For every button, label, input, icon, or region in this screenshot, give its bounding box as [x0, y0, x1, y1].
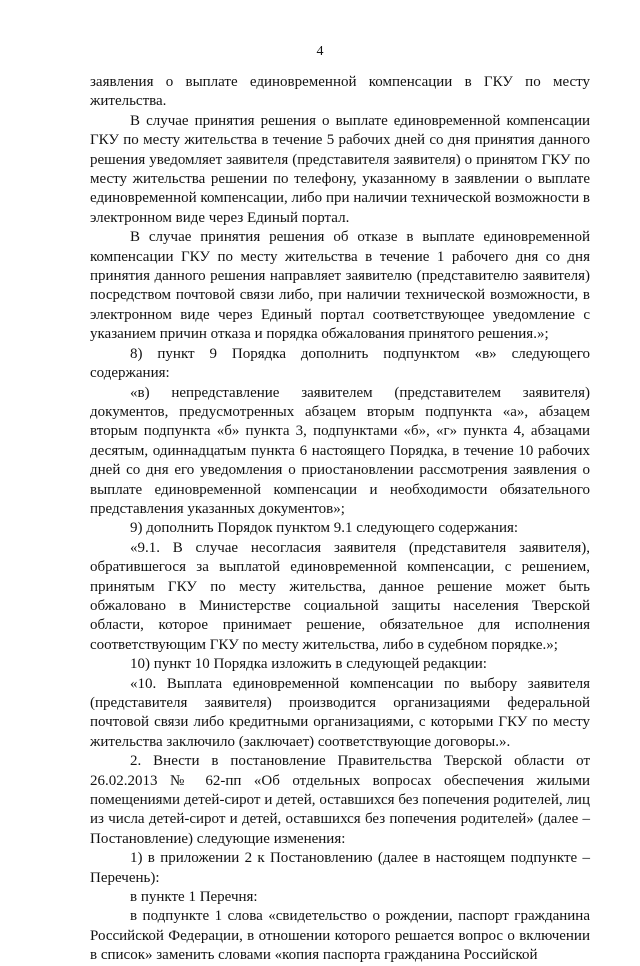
paragraph-6: 9) дополнить Порядок пунктом 9.1 следующего содержания: [130, 520, 519, 537]
paragraph-3: В случае принятия решения об отказе в выплате единовременной компенсации ГКУ по месту жительства в течение 1 рабочего дня со дня принятия данного решения направляет заявителю (представителю заявителя) посредством почтовой связи либо, при наличии технической возможности, в электронном виде через Единый портал соответствующее уведомление с указанием причин отказа и порядка обжалования принятого решения.»; [90, 229, 590, 343]
paragraph-1: заявления о выплате единовременной компенсации в ГКУ по месту жительства. [90, 74, 590, 110]
paragraph-4: 8) пункт 9 Порядка дополнить подпунктом «в» следующего содержания: [90, 345, 590, 382]
document-body [90, 73, 590, 966]
paragraph-12: в пункте 1 Перечня: [130, 889, 258, 906]
paragraph-7: «9.1. В случае несогласия заявителя (представителя заявителя), обратившегося за выплатой единовременной компенсации, с решением, принятым ГКУ по месту жительства, данное решение может быть обжаловано в Министерстве социальной защиты населения Тверской области, которое принимает решение, обязательное для исполнения соответствующим ГКУ по месту жительства, либо в судебном порядке.»; [90, 539, 590, 653]
paragraph-5: «в) непредставление заявителем (представителем заявителя) документов, предусмотренных абзацем вторым подпункта «а», абзацем вторым подпункта «б» пункта 3, подпунктами «б», «г» пункта 4, абзацами десятым, одиннадцатым пункта 6 настоящего Порядка, в течение 10 рабочих дней со дня его уведомления о приостановлении рассмотрения заявления о выплате единовременной компенсации и необходимости обязательного представления указанных документов»; [90, 384, 590, 517]
paragraph-13: в подпункте 1 слова «свидетельство о рождении, паспорт гражданина Российской Федерации, в отношении которого решается вопрос о включении в список» заменить словами «копия паспорта гражданина Российской [90, 908, 590, 964]
paragraph-10: 2. Внести в постановление Правительства Тверской области от 26.02.2013 № 62-пп «Об отдельных вопросах обеспечения жилыми помещениями детей-сирот и детей, оставшихся без попечения родителей, лиц из числа детей-сирот и детей, оставшихся без попечения родителей» (далее – Постановление) следующие изменения: [90, 753, 590, 847]
paragraph-8: 10) пункт 10 Порядка изложить в следующей редакции: [130, 656, 487, 673]
page-number: 4 [316, 44, 324, 59]
paragraph-2: В случае принятия решения о выплате единовременной компенсации ГКУ по месту жительства в течение 5 рабочих дней со дня принятия данного решения уведомляет заявителя (представителя заявителя) о принятом ГКУ по месту жительства решении по телефону, указанному в заявлении о выплате единовременной компенсации, либо при наличии технической возможности в электронном виде через Единый портал. [90, 112, 590, 226]
paragraph-9: «10. Выплата единовременной компенсации по выбору заявителя (представителя заявителя) производится организациями федеральной почтовой связи либо кредитными организациями, с которыми ГКУ по месту жительства заключило (заключает) соответствующие договоры.». [90, 675, 590, 750]
paragraph-11: 1) в приложении 2 к Постановлению (далее в настоящем подпункте – Перечень): [90, 850, 590, 886]
